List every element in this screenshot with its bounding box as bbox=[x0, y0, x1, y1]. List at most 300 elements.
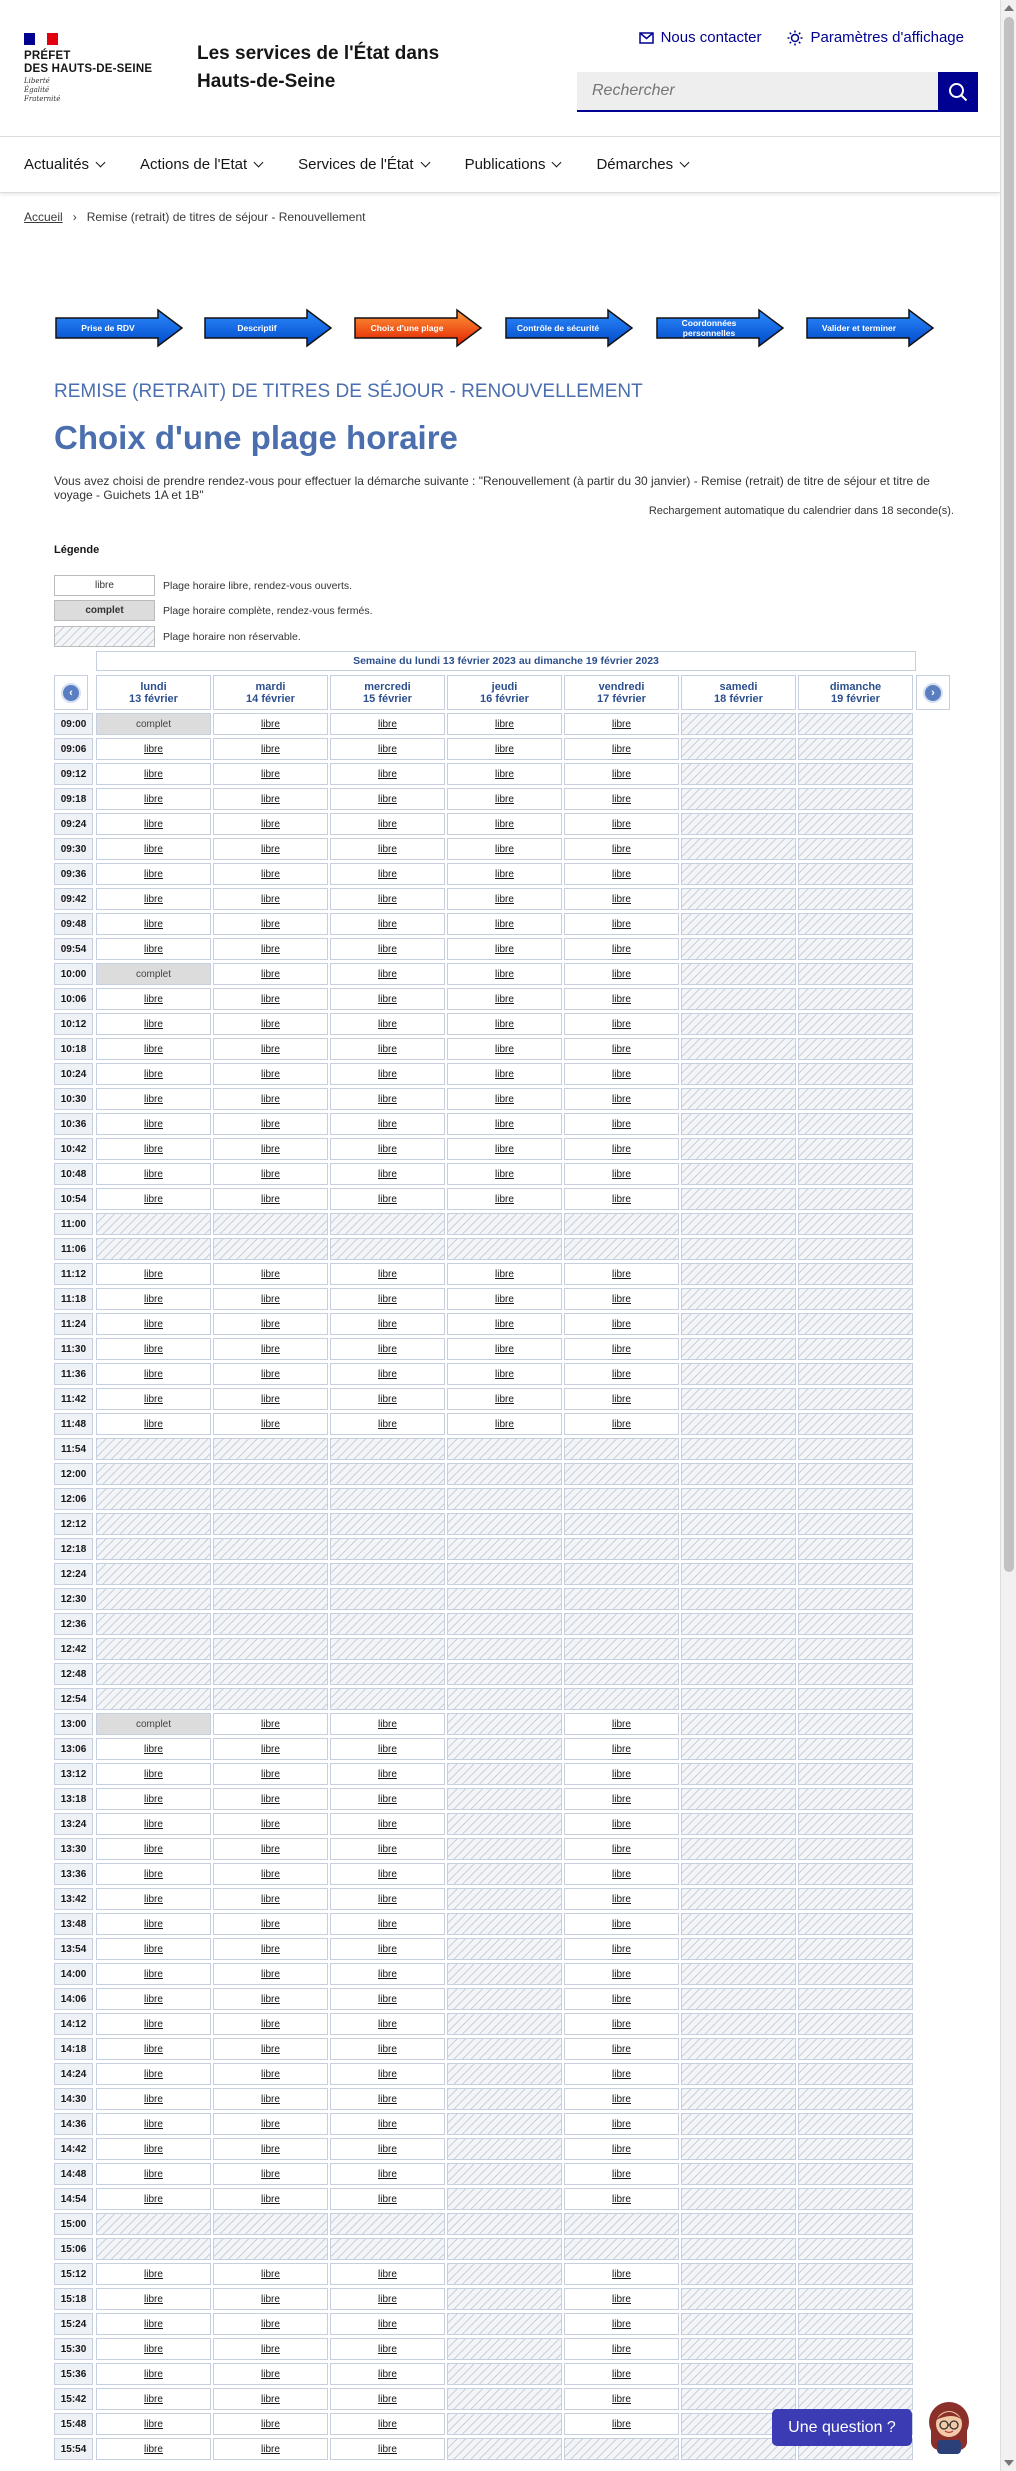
slot-libre[interactable]: libre bbox=[213, 2388, 328, 2410]
slot-libre[interactable]: libre bbox=[564, 1813, 679, 1835]
slot-libre[interactable]: libre bbox=[564, 2013, 679, 2035]
slot-libre[interactable]: libre bbox=[330, 1013, 445, 1035]
search-input[interactable] bbox=[577, 72, 938, 112]
slot-libre[interactable]: libre bbox=[96, 2163, 211, 2185]
slot-unavailable bbox=[96, 1538, 211, 1560]
slot-libre[interactable]: libre bbox=[213, 1088, 328, 1110]
slot-libre[interactable]: libre bbox=[330, 813, 445, 835]
slot-unavailable bbox=[681, 1863, 796, 1885]
slot-libre[interactable]: libre bbox=[96, 913, 211, 935]
slot-libre[interactable]: libre bbox=[564, 1763, 679, 1785]
slot-libre[interactable]: libre bbox=[96, 888, 211, 910]
slot-unavailable bbox=[213, 2213, 328, 2235]
slot-libre[interactable]: libre bbox=[564, 1063, 679, 1085]
slot-libre[interactable]: libre bbox=[447, 1288, 562, 1310]
slot-libre[interactable]: libre bbox=[96, 1363, 211, 1385]
slot-libre[interactable]: libre bbox=[96, 2113, 211, 2135]
slot-libre[interactable]: libre bbox=[564, 1938, 679, 1960]
slot-libre[interactable]: libre bbox=[96, 788, 211, 810]
slot-unavailable bbox=[96, 1588, 211, 1610]
slot-libre[interactable]: libre bbox=[96, 1313, 211, 1335]
slot-libre[interactable]: libre bbox=[213, 1188, 328, 1210]
slot-libre[interactable]: libre bbox=[96, 988, 211, 1010]
slot-libre[interactable]: libre bbox=[564, 2313, 679, 2335]
slot-libre[interactable]: libre bbox=[564, 1713, 679, 1735]
slot-libre[interactable]: libre bbox=[96, 2438, 211, 2460]
slot-libre[interactable]: libre bbox=[564, 1788, 679, 1810]
nav-item-services[interactable]: Services de l'État bbox=[298, 137, 464, 192]
slot-libre[interactable]: libre bbox=[564, 1038, 679, 1060]
slot-libre[interactable]: libre bbox=[96, 2413, 211, 2435]
slot-libre[interactable]: libre bbox=[213, 1738, 328, 1760]
slot-libre[interactable]: libre bbox=[96, 938, 211, 960]
slot-libre[interactable]: libre bbox=[96, 2338, 211, 2360]
slot-libre[interactable]: libre bbox=[330, 1963, 445, 1985]
slot-libre[interactable]: libre bbox=[213, 1888, 328, 1910]
slot-libre[interactable]: libre bbox=[564, 1138, 679, 1160]
slot-libre[interactable]: libre bbox=[330, 2338, 445, 2360]
slot-libre[interactable]: libre bbox=[564, 1413, 679, 1435]
slot-libre[interactable]: libre bbox=[330, 1038, 445, 1060]
slot-libre[interactable]: libre bbox=[330, 1813, 445, 1835]
slot-libre[interactable]: libre bbox=[330, 988, 445, 1010]
slot-libre[interactable]: libre bbox=[564, 888, 679, 910]
slot-libre[interactable]: libre bbox=[213, 2188, 328, 2210]
slot-libre[interactable]: libre bbox=[447, 963, 562, 985]
page-scrollbar[interactable] bbox=[1000, 0, 1016, 2471]
slot-libre[interactable]: libre bbox=[213, 763, 328, 785]
slot-libre[interactable]: libre bbox=[447, 1413, 562, 1435]
slot-libre[interactable]: libre bbox=[564, 763, 679, 785]
slot-libre[interactable]: libre bbox=[213, 2413, 328, 2435]
slot-libre[interactable]: libre bbox=[564, 1263, 679, 1285]
slot-libre[interactable]: libre bbox=[213, 2263, 328, 2285]
slot-libre[interactable]: libre bbox=[564, 988, 679, 1010]
slot-libre[interactable]: libre bbox=[330, 938, 445, 960]
slot-libre[interactable]: libre bbox=[564, 1163, 679, 1185]
slot-libre[interactable]: libre bbox=[330, 2313, 445, 2335]
slot-libre[interactable]: libre bbox=[330, 1913, 445, 1935]
slot-libre[interactable]: libre bbox=[564, 1863, 679, 1885]
day-header: dimanche 19 février bbox=[798, 675, 913, 710]
slot-libre[interactable]: libre bbox=[213, 1388, 328, 1410]
slot-libre[interactable]: libre bbox=[330, 1888, 445, 1910]
slot-libre[interactable]: libre bbox=[96, 1838, 211, 1860]
slot-libre[interactable]: libre bbox=[96, 1863, 211, 1885]
slot-libre[interactable]: libre bbox=[213, 1788, 328, 1810]
contact-link[interactable]: Nous contacter bbox=[639, 29, 762, 46]
slot-libre[interactable]: libre bbox=[447, 888, 562, 910]
slot-libre[interactable]: libre bbox=[213, 1338, 328, 1360]
slot-libre[interactable]: libre bbox=[447, 713, 562, 735]
slot-libre[interactable]: libre bbox=[564, 2388, 679, 2410]
slot-libre[interactable]: libre bbox=[564, 2163, 679, 2185]
page-title: Choix d'une plage horaire bbox=[54, 419, 458, 456]
slot-libre[interactable]: libre bbox=[330, 1138, 445, 1160]
slot-libre[interactable]: libre bbox=[213, 1363, 328, 1385]
slot-libre[interactable]: libre bbox=[96, 1288, 211, 1310]
slot-libre[interactable]: libre bbox=[330, 1938, 445, 1960]
slot-libre[interactable]: libre bbox=[564, 963, 679, 985]
slot-libre[interactable]: libre bbox=[96, 763, 211, 785]
slot-libre[interactable]: libre bbox=[564, 713, 679, 735]
nav-item-actualites[interactable]: Actualités bbox=[24, 137, 140, 192]
slot-libre[interactable]: libre bbox=[96, 1738, 211, 1760]
slot-libre[interactable]: libre bbox=[447, 1338, 562, 1360]
slot-libre[interactable]: libre bbox=[96, 1763, 211, 1785]
slot-libre[interactable]: libre bbox=[330, 1288, 445, 1310]
previous-week-button[interactable] bbox=[54, 675, 88, 710]
slot-unavailable bbox=[96, 1688, 211, 1710]
slot-libre[interactable]: libre bbox=[213, 1113, 328, 1135]
slot-libre[interactable]: libre bbox=[96, 1988, 211, 2010]
slot-libre[interactable]: libre bbox=[330, 1338, 445, 1360]
next-week-button[interactable] bbox=[916, 675, 950, 710]
slot-libre[interactable]: libre bbox=[213, 1938, 328, 1960]
slot-libre[interactable]: libre bbox=[564, 863, 679, 885]
slot-libre[interactable]: libre bbox=[213, 888, 328, 910]
slot-libre[interactable]: libre bbox=[330, 1263, 445, 1285]
chatbot-avatar-icon[interactable] bbox=[923, 2396, 975, 2456]
slot-libre[interactable]: libre bbox=[330, 1063, 445, 1085]
slot-libre[interactable]: libre bbox=[96, 1388, 211, 1410]
slot-unavailable bbox=[213, 1663, 328, 1685]
slot-libre[interactable]: libre bbox=[330, 1163, 445, 1185]
slot-libre[interactable]: libre bbox=[96, 2288, 211, 2310]
slot-libre[interactable]: libre bbox=[213, 913, 328, 935]
slot-libre[interactable]: libre bbox=[330, 2113, 445, 2135]
slot-libre[interactable]: libre bbox=[96, 1913, 211, 1935]
slot-libre[interactable]: libre bbox=[447, 863, 562, 885]
slot-libre[interactable]: libre bbox=[96, 1138, 211, 1160]
slot-libre[interactable]: libre bbox=[330, 763, 445, 785]
slot-libre[interactable]: libre bbox=[447, 1113, 562, 1135]
slot-libre[interactable]: libre bbox=[330, 1113, 445, 1135]
slot-unavailable bbox=[564, 1588, 679, 1610]
slot-libre[interactable]: libre bbox=[213, 1013, 328, 1035]
slot-libre[interactable]: libre bbox=[564, 1088, 679, 1110]
time-label: 15:30 bbox=[54, 2338, 93, 2360]
slot-libre[interactable]: libre bbox=[213, 1763, 328, 1785]
slot-unavailable bbox=[681, 2163, 796, 2185]
slot-libre[interactable]: libre bbox=[330, 1788, 445, 1810]
slot-libre[interactable]: libre bbox=[96, 1413, 211, 1435]
slot-libre[interactable]: libre bbox=[213, 2438, 328, 2460]
slot-libre[interactable]: libre bbox=[96, 1888, 211, 1910]
slot-libre[interactable]: libre bbox=[564, 813, 679, 835]
slot-libre[interactable]: libre bbox=[564, 2113, 679, 2135]
slot-libre[interactable]: libre bbox=[447, 813, 562, 835]
time-label: 11:30 bbox=[54, 1338, 93, 1360]
slot-libre[interactable]: libre bbox=[564, 788, 679, 810]
slot-libre[interactable]: libre bbox=[330, 1738, 445, 1760]
slot-libre[interactable]: libre bbox=[96, 738, 211, 760]
nav-item-demarches[interactable]: Démarches bbox=[596, 137, 724, 192]
time-label: 15:18 bbox=[54, 2288, 93, 2310]
slot-libre[interactable]: libre bbox=[447, 1163, 562, 1185]
slot-libre[interactable]: libre bbox=[213, 2038, 328, 2060]
slot-libre[interactable]: libre bbox=[213, 1038, 328, 1060]
search-button[interactable] bbox=[938, 72, 978, 112]
slot-libre[interactable]: libre bbox=[96, 863, 211, 885]
slot-libre[interactable]: libre bbox=[330, 738, 445, 760]
slot-libre[interactable]: libre bbox=[213, 1713, 328, 1735]
slot-libre[interactable]: libre bbox=[96, 1013, 211, 1035]
slot-libre[interactable]: libre bbox=[447, 1013, 562, 1035]
slot-libre[interactable]: libre bbox=[213, 963, 328, 985]
chat-button[interactable]: Une question ? bbox=[772, 2409, 912, 2446]
slot-libre[interactable]: libre bbox=[213, 2088, 328, 2110]
slot-libre[interactable]: libre bbox=[213, 1063, 328, 1085]
slot-libre[interactable]: libre bbox=[213, 2013, 328, 2035]
slot-libre[interactable]: libre bbox=[213, 788, 328, 810]
slot-libre[interactable]: libre bbox=[447, 1363, 562, 1385]
slot-libre[interactable]: libre bbox=[447, 1063, 562, 1085]
slot-libre[interactable]: libre bbox=[330, 2088, 445, 2110]
breadcrumb bbox=[24, 210, 365, 224]
slot-libre[interactable]: libre bbox=[213, 2338, 328, 2360]
slot-libre[interactable]: libre bbox=[330, 2013, 445, 2035]
slot-libre[interactable]: libre bbox=[213, 1288, 328, 1310]
slot-unavailable bbox=[798, 1688, 913, 1710]
time-label: 15:12 bbox=[54, 2263, 93, 2285]
slot-libre[interactable]: libre bbox=[330, 2288, 445, 2310]
slot-libre[interactable]: libre bbox=[330, 1088, 445, 1110]
slot-libre[interactable]: libre bbox=[96, 2138, 211, 2160]
slot-libre[interactable]: libre bbox=[564, 2063, 679, 2085]
slot-libre[interactable]: libre bbox=[564, 1363, 679, 1385]
slot-libre[interactable]: libre bbox=[330, 1863, 445, 1885]
scroll-up-icon[interactable] bbox=[1004, 5, 1014, 11]
slot-unavailable bbox=[681, 1538, 796, 1560]
slot-libre[interactable]: libre bbox=[564, 1013, 679, 1035]
slot-libre[interactable]: libre bbox=[213, 2138, 328, 2160]
slot-libre[interactable]: libre bbox=[213, 1413, 328, 1435]
slot-libre[interactable]: libre bbox=[213, 988, 328, 1010]
time-label: 11:06 bbox=[54, 1238, 93, 1260]
slot-libre[interactable]: libre bbox=[96, 2088, 211, 2110]
slot-libre[interactable]: libre bbox=[564, 1988, 679, 2010]
slot-unavailable bbox=[213, 1588, 328, 1610]
slot-libre[interactable]: libre bbox=[564, 1338, 679, 1360]
slot-unavailable bbox=[798, 1988, 913, 2010]
slot-libre[interactable]: libre bbox=[330, 1313, 445, 1335]
slot-libre[interactable]: libre bbox=[330, 1363, 445, 1385]
slot-libre[interactable]: libre bbox=[564, 2363, 679, 2385]
slot-unavailable bbox=[213, 1463, 328, 1485]
time-label: 14:30 bbox=[54, 2088, 93, 2110]
slot-libre[interactable]: libre bbox=[330, 2438, 445, 2460]
slot-libre[interactable]: libre bbox=[96, 2188, 211, 2210]
nav-item-publications[interactable]: Publications bbox=[465, 137, 597, 192]
slot-libre[interactable]: libre bbox=[213, 738, 328, 760]
slot-libre[interactable]: libre bbox=[96, 1338, 211, 1360]
slot-libre[interactable]: libre bbox=[564, 938, 679, 960]
slot-libre[interactable]: libre bbox=[330, 2138, 445, 2160]
slot-libre[interactable]: libre bbox=[447, 1263, 562, 1285]
chevron-down-icon bbox=[254, 158, 264, 168]
slot-libre[interactable]: libre bbox=[213, 1988, 328, 2010]
slot-libre[interactable]: libre bbox=[213, 2163, 328, 2185]
slot-libre[interactable]: libre bbox=[447, 738, 562, 760]
slot-unavailable bbox=[798, 2213, 913, 2235]
slot-libre[interactable]: libre bbox=[330, 1713, 445, 1735]
slot-libre[interactable]: libre bbox=[447, 988, 562, 1010]
slot-libre[interactable]: libre bbox=[330, 1838, 445, 1860]
slot-libre[interactable]: libre bbox=[213, 938, 328, 960]
slot-libre[interactable]: libre bbox=[330, 1413, 445, 1435]
slot-libre[interactable]: libre bbox=[330, 788, 445, 810]
slot-libre[interactable]: libre bbox=[447, 1138, 562, 1160]
slot-libre[interactable]: libre bbox=[96, 2363, 211, 2385]
slot-libre[interactable]: libre bbox=[213, 838, 328, 860]
slot-libre[interactable]: libre bbox=[213, 1913, 328, 1935]
slot-unavailable bbox=[681, 1738, 796, 1760]
slot-libre[interactable]: libre bbox=[564, 913, 679, 935]
slot-libre[interactable]: libre bbox=[213, 1838, 328, 1860]
sun-icon bbox=[787, 30, 803, 46]
slot-libre[interactable]: libre bbox=[447, 838, 562, 860]
slot-libre[interactable]: libre bbox=[96, 1813, 211, 1835]
slot-libre[interactable]: libre bbox=[564, 2413, 679, 2435]
slot-libre[interactable]: libre bbox=[564, 2338, 679, 2360]
slot-libre[interactable]: libre bbox=[213, 1263, 328, 1285]
slot-libre[interactable]: libre bbox=[564, 2138, 679, 2160]
slot-libre[interactable]: libre bbox=[447, 788, 562, 810]
slot-libre[interactable]: libre bbox=[96, 2063, 211, 2085]
breadcrumb-home-link[interactable]: Accueil bbox=[24, 210, 63, 224]
slot-libre[interactable]: libre bbox=[447, 1038, 562, 1060]
slot-libre[interactable]: libre bbox=[96, 2313, 211, 2335]
slot-libre[interactable]: libre bbox=[96, 838, 211, 860]
slot-libre[interactable]: libre bbox=[447, 913, 562, 935]
slot-libre[interactable]: libre bbox=[564, 1188, 679, 1210]
slot-libre[interactable]: libre bbox=[564, 838, 679, 860]
slot-libre[interactable]: libre bbox=[96, 1088, 211, 1110]
slot-libre[interactable]: libre bbox=[213, 1163, 328, 1185]
slot-libre[interactable]: libre bbox=[447, 1088, 562, 1110]
slot-libre[interactable]: libre bbox=[213, 2113, 328, 2135]
slot-libre[interactable]: libre bbox=[96, 1263, 211, 1285]
slot-libre[interactable]: libre bbox=[213, 2063, 328, 2085]
slot-libre[interactable]: libre bbox=[330, 1188, 445, 1210]
slot-libre[interactable]: libre bbox=[213, 2313, 328, 2335]
slot-libre[interactable]: libre bbox=[213, 863, 328, 885]
slot-libre[interactable]: libre bbox=[330, 913, 445, 935]
slot-libre[interactable]: libre bbox=[96, 1038, 211, 1060]
slot-libre[interactable]: libre bbox=[330, 1988, 445, 2010]
slot-libre[interactable]: libre bbox=[96, 1788, 211, 1810]
slot-libre[interactable]: libre bbox=[330, 963, 445, 985]
slot-unavailable bbox=[798, 1888, 913, 1910]
slot-libre[interactable]: libre bbox=[96, 1163, 211, 1185]
slot-libre[interactable]: libre bbox=[447, 1313, 562, 1335]
site-header bbox=[0, 0, 1000, 137]
slot-libre[interactable]: libre bbox=[213, 1963, 328, 1985]
slot-unavailable bbox=[681, 1563, 796, 1585]
slot-libre[interactable]: libre bbox=[96, 1963, 211, 1985]
slot-libre[interactable]: libre bbox=[213, 2288, 328, 2310]
slot-libre[interactable]: libre bbox=[564, 1388, 679, 1410]
slot-unavailable bbox=[564, 2238, 679, 2260]
slot-libre[interactable]: libre bbox=[330, 888, 445, 910]
slot-libre[interactable]: libre bbox=[330, 2413, 445, 2435]
site-title[interactable]: Les services de l'État dans Hauts-de-Seine bbox=[197, 43, 440, 92]
slot-libre[interactable]: libre bbox=[330, 2388, 445, 2410]
slot-libre[interactable]: libre bbox=[330, 2163, 445, 2185]
slot-libre[interactable]: libre bbox=[96, 2013, 211, 2035]
slot-libre[interactable]: libre bbox=[447, 938, 562, 960]
slot-libre[interactable]: libre bbox=[330, 2188, 445, 2210]
slot-libre[interactable]: libre bbox=[213, 713, 328, 735]
slot-libre[interactable]: libre bbox=[96, 2388, 211, 2410]
scroll-down-icon[interactable] bbox=[1004, 2460, 1014, 2466]
slot-libre[interactable]: libre bbox=[96, 2038, 211, 2060]
slot-libre[interactable]: libre bbox=[564, 1888, 679, 1910]
slot-libre[interactable]: libre bbox=[96, 1113, 211, 1135]
slot-libre[interactable]: libre bbox=[564, 738, 679, 760]
slot-libre[interactable]: libre bbox=[330, 2263, 445, 2285]
scrollbar-thumb[interactable] bbox=[1004, 17, 1014, 1572]
slot-libre[interactable]: libre bbox=[330, 2363, 445, 2385]
slot-unavailable bbox=[447, 1563, 562, 1585]
slot-libre[interactable]: libre bbox=[564, 1288, 679, 1310]
slot-libre[interactable]: libre bbox=[213, 813, 328, 835]
slot-libre[interactable]: libre bbox=[96, 2263, 211, 2285]
time-label: 10:36 bbox=[54, 1113, 93, 1135]
slot-libre[interactable]: libre bbox=[213, 1313, 328, 1335]
slot-libre[interactable]: libre bbox=[447, 1388, 562, 1410]
slot-libre[interactable]: libre bbox=[213, 1813, 328, 1835]
slot-libre[interactable]: libre bbox=[330, 838, 445, 860]
slot-libre[interactable]: libre bbox=[564, 2038, 679, 2060]
slot-libre[interactable]: libre bbox=[96, 1188, 211, 1210]
display-settings-button[interactable]: Paramètres d'affichage bbox=[787, 29, 964, 46]
slot-libre[interactable]: libre bbox=[564, 1963, 679, 1985]
slot-libre[interactable]: libre bbox=[564, 1113, 679, 1135]
slot-libre[interactable]: libre bbox=[330, 863, 445, 885]
slot-libre[interactable]: libre bbox=[330, 2063, 445, 2085]
slot-libre[interactable]: libre bbox=[213, 1863, 328, 1885]
slot-libre[interactable]: libre bbox=[564, 2288, 679, 2310]
slot-libre[interactable]: libre bbox=[564, 2088, 679, 2110]
nav-item-actions[interactable]: Actions de l'Etat bbox=[140, 137, 298, 192]
slot-libre[interactable]: libre bbox=[330, 713, 445, 735]
slot-libre[interactable]: libre bbox=[447, 1188, 562, 1210]
slot-libre[interactable]: libre bbox=[96, 1938, 211, 1960]
slot-unavailable bbox=[798, 1763, 913, 1785]
slot-libre[interactable]: libre bbox=[564, 2188, 679, 2210]
slot-libre[interactable]: libre bbox=[447, 763, 562, 785]
slot-libre[interactable]: libre bbox=[330, 1388, 445, 1410]
prefet-logo-text[interactable]: PRÉFET DES HAUTS-DE-SEINE bbox=[24, 50, 153, 75]
slot-libre[interactable]: libre bbox=[330, 1763, 445, 1785]
slot-libre[interactable]: libre bbox=[564, 1838, 679, 1860]
slot-unavailable bbox=[681, 963, 796, 985]
slot-libre[interactable]: libre bbox=[564, 1313, 679, 1335]
slot-unavailable bbox=[681, 2238, 796, 2260]
slot-unavailable bbox=[330, 1488, 445, 1510]
slot-libre[interactable]: libre bbox=[96, 1063, 211, 1085]
slot-libre[interactable]: libre bbox=[330, 2038, 445, 2060]
slot-libre[interactable]: libre bbox=[564, 1738, 679, 1760]
slot-libre[interactable]: libre bbox=[564, 1913, 679, 1935]
slot-libre[interactable]: libre bbox=[564, 2263, 679, 2285]
slot-libre[interactable]: libre bbox=[96, 813, 211, 835]
slot-libre[interactable]: libre bbox=[213, 1138, 328, 1160]
slot-libre[interactable]: libre bbox=[213, 2363, 328, 2385]
time-label: 10:48 bbox=[54, 1163, 93, 1185]
